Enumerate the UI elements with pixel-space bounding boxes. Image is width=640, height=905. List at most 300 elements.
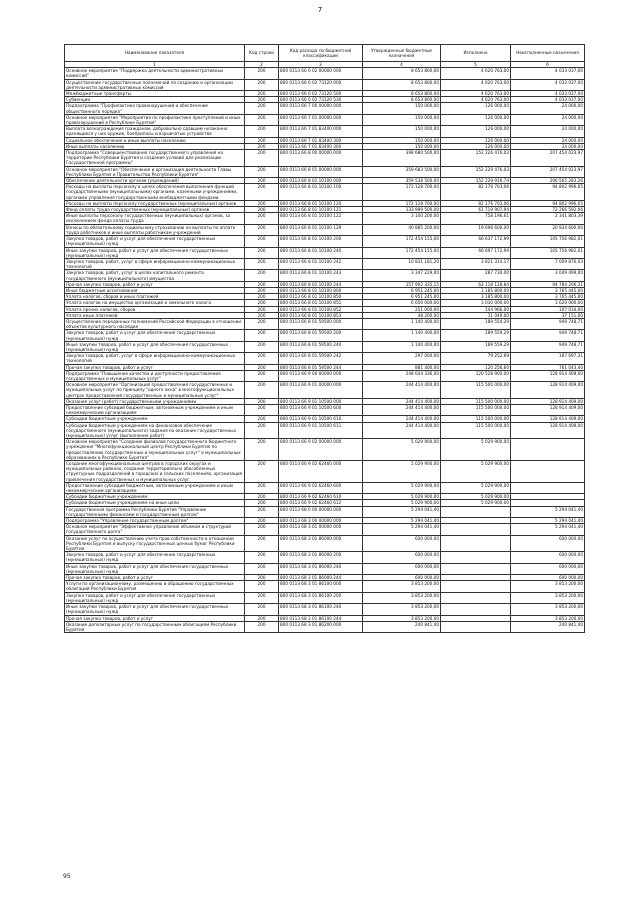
row-budget-code: 800 0113 66 8 01 10100 853 bbox=[279, 312, 363, 318]
row-budget-code: 800 0113 66 9 01 10500 000 bbox=[279, 398, 363, 404]
row-unexecuted: 600 000,00 bbox=[511, 575, 585, 581]
row-name: Уплата иных платежей bbox=[65, 312, 245, 318]
row-approved: 3 853 200,00 bbox=[363, 592, 441, 603]
row-budget-code: 800 0113 66 9 01 10500 611 bbox=[279, 422, 363, 439]
row-executed: 152 226 476,03 bbox=[441, 150, 511, 167]
row-executed: 287 730,00 bbox=[441, 270, 511, 281]
row-unexecuted: 4 033 037,00 bbox=[511, 79, 585, 90]
row-line-code: 200 bbox=[245, 621, 279, 632]
row-unexecuted bbox=[511, 482, 585, 493]
row-executed: 115 500 000,00 bbox=[441, 382, 511, 399]
row-name: Прочая закупка товаров, работ и услуг bbox=[65, 575, 245, 581]
row-line-code: 200 bbox=[245, 524, 279, 535]
row-line-code: 200 bbox=[245, 281, 279, 287]
row-executed: 5 029 900,00 bbox=[441, 461, 511, 483]
row-name: Основное мероприятие "Организация предоставления государственных и муниципальных услуг по принципу "одного окна" в многофункциональных центрах предоставления государственных и муниципальных услуг" bbox=[65, 382, 245, 399]
table-row bbox=[65, 258, 585, 269]
row-budget-code: 800 0113 66 0 02 73120 500 bbox=[279, 91, 363, 97]
page-number: 7 bbox=[317, 6, 323, 14]
row-approved: 10 831 181,20 bbox=[363, 258, 441, 269]
table-row bbox=[65, 236, 585, 247]
row-executed: 66 637 172,99 bbox=[441, 236, 511, 247]
budget-execution-table bbox=[64, 44, 585, 633]
row-approved: 1 140 400,00 bbox=[363, 330, 441, 341]
row-line-code: 200 bbox=[245, 604, 279, 615]
table-row bbox=[65, 563, 585, 574]
row-approved: 1 140 400,00 bbox=[363, 341, 441, 352]
row-unexecuted bbox=[511, 439, 585, 461]
table-row bbox=[65, 103, 585, 114]
table-row bbox=[65, 224, 585, 235]
row-budget-code: 800 0113 66 8 01 59500 242 bbox=[279, 353, 363, 364]
row-executed: 126 000,00 bbox=[441, 114, 511, 125]
row-executed: 11 049,00 bbox=[441, 312, 511, 318]
row-line-code: 200 bbox=[245, 563, 279, 574]
row-name: Основное мероприятие "Мероприятия по профилактике преступлений и иных правонарушений в Республике Бурятия" bbox=[65, 114, 245, 125]
row-unexecuted: 4 033 037,00 bbox=[511, 91, 585, 97]
row-unexecuted: 206 565 283,26 bbox=[511, 178, 585, 184]
row-approved: 3 347 229,00 bbox=[363, 270, 441, 281]
row-line-code: 200 bbox=[245, 404, 279, 415]
row-executed: 82 176 703,06 bbox=[441, 184, 511, 201]
row-line-code: 200 bbox=[245, 150, 279, 167]
table-row bbox=[65, 500, 585, 506]
table-row bbox=[65, 300, 585, 306]
row-line-code: 200 bbox=[245, 207, 279, 213]
row-budget-code: 800 0113 68 3 01 86000 000 bbox=[279, 535, 363, 552]
row-unexecuted: 949 748,71 bbox=[511, 318, 585, 329]
row-line-code: 200 bbox=[245, 126, 279, 137]
row-budget-code: 800 0113 66 8 01 10100 851 bbox=[279, 300, 363, 306]
row-name: Уплата налогов на имущество организаций и земельного налога bbox=[65, 300, 245, 306]
row-budget-code: 800 0113 66 8 01 10100 243 bbox=[279, 270, 363, 281]
row-line-code: 200 bbox=[245, 318, 279, 329]
row-name: Иные закупки товаров, работ и услуг для обеспечения государственных (муниципальных) нужд bbox=[65, 247, 245, 258]
row-executed: 189 554,29 bbox=[441, 318, 511, 329]
row-approved: 3 853 200,00 bbox=[363, 604, 441, 615]
row-line-code: 200 bbox=[245, 270, 279, 281]
row-executed: 115 500 000,00 bbox=[441, 398, 511, 404]
row-line-code: 200 bbox=[245, 294, 279, 300]
row-approved: 6 951 245,00 bbox=[363, 287, 441, 293]
row-unexecuted: 72 266 592,06 bbox=[511, 207, 585, 213]
table-row bbox=[65, 398, 585, 404]
row-unexecuted: 3 765 445,00 bbox=[511, 287, 585, 293]
row-approved: 6 650 000,00 bbox=[363, 300, 441, 306]
table-row bbox=[65, 68, 585, 79]
row-budget-code: 800 0113 66 8 00 00000 000 bbox=[279, 150, 363, 167]
row-unexecuted: 128 914 409,00 bbox=[511, 370, 585, 381]
row-executed: 189 559,29 bbox=[441, 341, 511, 352]
row-name: Подпрограмма "Управление государственным долгом" bbox=[65, 518, 245, 524]
row-budget-code: 800 0113 66 8 01 10100 240 bbox=[279, 247, 363, 258]
table-row bbox=[65, 184, 585, 201]
row-line-code: 200 bbox=[245, 422, 279, 439]
row-unexecuted: 94 802 996,05 bbox=[511, 200, 585, 206]
row-name: Оказание услуг по осуществлению учета прав собственности в отношении Республики Бурятия и выпуску государственных ценных бумаг Республики Бурятия bbox=[65, 535, 245, 552]
row-line-code: 200 bbox=[245, 382, 279, 399]
table-row bbox=[65, 200, 585, 206]
column-number: 4 bbox=[363, 62, 441, 68]
row-approved: 5 029 900,00 bbox=[363, 439, 441, 461]
table-row bbox=[65, 506, 585, 517]
row-line-code: 200 bbox=[245, 592, 279, 603]
row-executed bbox=[441, 604, 511, 615]
row-approved: 251 000,00 bbox=[363, 306, 441, 312]
row-approved: 8 653 800,00 bbox=[363, 91, 441, 97]
row-executed: 4 620 763,00 bbox=[441, 91, 511, 97]
row-name: Прочая закупка товаров, работ и услуг bbox=[65, 281, 245, 287]
row-unexecuted: 94 784 206,31 bbox=[511, 281, 585, 287]
row-name: Закупка товаров, работ, услуг в сфере информационно-коммуникационных технологий bbox=[65, 353, 245, 364]
header-executed: Исполнено bbox=[441, 45, 511, 62]
row-approved: 150 000,00 bbox=[363, 143, 441, 149]
row-name: Государственная программа Республики Бурятия "Управление государственными финансами и государственным долгом" bbox=[65, 506, 245, 517]
row-name: Основное мероприятие "Обеспечение и организация деятельности Главы Республики Бурятия и Правительства Республики Бурятия" bbox=[65, 166, 245, 177]
row-name: Услуги по организационному, размещению и обращению государственных облигаций Республики Бурятия bbox=[65, 581, 245, 592]
row-unexecuted: 5 294 041,40 bbox=[511, 524, 585, 535]
row-unexecuted: 4 033 037,00 bbox=[511, 97, 585, 103]
row-executed: 3 185 800,00 bbox=[441, 287, 511, 293]
row-line-code: 200 bbox=[245, 97, 279, 103]
column-number: 1 bbox=[65, 62, 245, 68]
row-line-code: 200 bbox=[245, 287, 279, 293]
row-budget-code: 800 0113 66 8 01 59500 200 bbox=[279, 330, 363, 341]
row-approved: 157 902 335,15 bbox=[363, 281, 441, 287]
table-row bbox=[65, 207, 585, 213]
header-budget-code: Код расхода по бюджетной классификации bbox=[279, 45, 363, 62]
row-approved: 600 000,00 bbox=[363, 552, 441, 563]
row-approved: 150 000,00 bbox=[363, 137, 441, 143]
column-number: 5 bbox=[441, 62, 511, 68]
row-unexecuted: 128 914 409,00 bbox=[511, 422, 585, 439]
row-executed: 66 697 172,99 bbox=[441, 247, 511, 258]
row-approved: 398 680 500,00 bbox=[363, 150, 441, 167]
row-budget-code: 800 0113 68 3 01 86100 244 bbox=[279, 615, 363, 621]
row-approved: 240 841,40 bbox=[363, 621, 441, 632]
row-approved: 881 400,00 bbox=[363, 364, 441, 370]
row-budget-code: 800 0113 66 8 01 10100 244 bbox=[279, 281, 363, 287]
header-unexecuted: Неисполненные назначения bbox=[511, 45, 585, 62]
row-executed: 144 966,00 bbox=[441, 306, 511, 312]
row-unexecuted: 3 765 445,00 bbox=[511, 294, 585, 300]
row-budget-code: 800 0113 66 8 01 59500 240 bbox=[279, 341, 363, 352]
row-budget-code: 800 0113 66 9 02 62460 612 bbox=[279, 500, 363, 506]
row-line-code: 200 bbox=[245, 506, 279, 517]
row-approved: 297 000,00 bbox=[363, 353, 441, 364]
row-name: Фонд оплаты труда государственных (муниципальных) органов bbox=[65, 207, 245, 213]
table-row bbox=[65, 524, 585, 535]
table-row bbox=[65, 341, 585, 352]
row-budget-code: 800 0113 68 3 01 86000 240 bbox=[279, 563, 363, 574]
row-line-code: 200 bbox=[245, 114, 279, 125]
row-line-code: 200 bbox=[245, 91, 279, 97]
table-header-row bbox=[65, 45, 585, 62]
row-budget-code: 800 0113 66 0 02 73120 530 bbox=[279, 97, 363, 103]
row-line-code: 200 bbox=[245, 213, 279, 224]
row-name: Выплата вознаграждения гражданам, добровольно сдавшим незаконно хранящиеся у них оружие, боеприпасы и взрывчатые устройства bbox=[65, 126, 245, 137]
row-name: Субвенции bbox=[65, 97, 245, 103]
row-unexecuted: 24 000,00 bbox=[511, 114, 585, 125]
row-budget-code: 800 0113 66 7 00 00000 000 bbox=[279, 103, 363, 114]
row-unexecuted: 600 000,00 bbox=[511, 535, 585, 552]
row-budget-code: 800 0113 66 0 02 73120 000 bbox=[279, 79, 363, 90]
row-line-code: 200 bbox=[245, 312, 279, 318]
row-approved: 359 683 500,00 bbox=[363, 166, 441, 177]
row-unexecuted: 207 454 023,97 bbox=[511, 166, 585, 177]
row-approved: 600 000,00 bbox=[363, 563, 441, 574]
row-line-code: 200 bbox=[245, 236, 279, 247]
row-unexecuted: 105 756 982,01 bbox=[511, 236, 585, 247]
row-executed bbox=[441, 621, 511, 632]
row-unexecuted: 128 914 409,00 bbox=[511, 404, 585, 415]
row-approved: 600 000,00 bbox=[363, 535, 441, 552]
row-name: Закупка товаров, работ и услуг для обеспечения государственных (муниципальных) нужд bbox=[65, 330, 245, 341]
row-line-code: 200 bbox=[245, 79, 279, 90]
table-row bbox=[65, 353, 585, 364]
table-row bbox=[65, 213, 585, 224]
row-unexecuted: 2 341 803,39 bbox=[511, 213, 585, 224]
row-budget-code: 800 0113 68 3 01 00000 000 bbox=[279, 524, 363, 535]
table-row bbox=[65, 330, 585, 341]
row-budget-code: 800 0113 66 7 01 83400 000 bbox=[279, 126, 363, 137]
row-name: Прочая закупка товаров, работ и услуг bbox=[65, 615, 245, 621]
row-approved: 5 294 041,40 bbox=[363, 518, 441, 524]
row-line-code: 200 bbox=[245, 143, 279, 149]
table-row bbox=[65, 294, 585, 300]
header-line-code: Код строки bbox=[245, 45, 279, 62]
row-unexecuted: 4 033 037,00 bbox=[511, 68, 585, 79]
row-name: Субсидии бюджетным учреждениям на иные цели bbox=[65, 500, 245, 506]
row-line-code: 200 bbox=[245, 518, 279, 524]
row-unexecuted: 949 748,71 bbox=[511, 330, 585, 341]
row-unexecuted: 5 294 041,40 bbox=[511, 506, 585, 517]
row-budget-code: 800 0113 66 7 01 83400 360 bbox=[279, 143, 363, 149]
row-name: Создание многофункциональных центров в городских округах и муниципальных районах, создание территориально обособленных структурных подразделений в городских и сельских поселениях, организация привлечения государственных и муниципальных услуг bbox=[65, 461, 245, 483]
row-executed: 63 118 128,84 bbox=[441, 281, 511, 287]
row-unexecuted: 3 049 499,00 bbox=[511, 270, 585, 281]
column-number: 3 bbox=[279, 62, 363, 68]
row-line-code: 200 bbox=[245, 137, 279, 143]
row-unexecuted: 5 294 041,40 bbox=[511, 518, 585, 524]
table-body bbox=[65, 68, 585, 633]
row-unexecuted: 94 802 996,05 bbox=[511, 184, 585, 201]
row-approved: 8 653 800,00 bbox=[363, 79, 441, 90]
row-name: Основное мероприятие "Эффективное управление объемом и структурой государственного долга" bbox=[65, 524, 245, 535]
row-approved: 600 000,00 bbox=[363, 575, 441, 581]
table-row bbox=[65, 270, 585, 281]
row-budget-code: 800 0113 66 9 01 10500 610 bbox=[279, 416, 363, 422]
row-budget-code: 800 0113 66 0 02 00000 000 bbox=[279, 68, 363, 79]
table-row bbox=[65, 382, 585, 399]
row-budget-code: 800 0113 68 3 01 86000 200 bbox=[279, 552, 363, 563]
row-line-code: 200 bbox=[245, 439, 279, 461]
row-approved: 5 029 900,00 bbox=[363, 500, 441, 506]
row-name: Закупка товаров, работ, услуг в целях капитального ремонта государственного (муниципального) имущества bbox=[65, 270, 245, 281]
row-executed: 4 620 763,00 bbox=[441, 97, 511, 103]
row-executed: 126 000,00 bbox=[441, 103, 511, 114]
row-budget-code: 800 0113 66 8 01 10100 800 bbox=[279, 287, 363, 293]
row-budget-code: 800 0113 66 9 01 00000 000 bbox=[279, 382, 363, 399]
table-row bbox=[65, 494, 585, 500]
row-name: Межбюджетные трансферты bbox=[65, 91, 245, 97]
row-unexecuted: 24 000,00 bbox=[511, 137, 585, 143]
row-approved: 40 885 200,00 bbox=[363, 224, 441, 235]
row-budget-code: 800 0113 66 8 01 10100 000 bbox=[279, 178, 363, 184]
row-approved: 248 644 336,00 bbox=[363, 370, 441, 381]
row-name: Субсидии бюджетным учреждениям на финансовое обеспечение государственного (муниципального) задания на оказание государственных (муниципальных) услуг (выполнение работ) bbox=[65, 422, 245, 439]
row-unexecuted: 207 454 023,97 bbox=[511, 150, 585, 167]
row-budget-code: 800 0113 66 7 01 83400 300 bbox=[279, 137, 363, 143]
row-unexecuted: 600 000,00 bbox=[511, 563, 585, 574]
row-unexecuted: 3 853 200,00 bbox=[511, 615, 585, 621]
row-name: Осуществление переданных полномочий Российской Федерации в отношении объектов культурного наследия bbox=[65, 318, 245, 329]
row-name: Социальное обеспечение и иные выплаты населению bbox=[65, 137, 245, 143]
table-row bbox=[65, 79, 585, 90]
row-approved: 5 294 041,40 bbox=[363, 524, 441, 535]
row-line-code: 200 bbox=[245, 461, 279, 483]
row-executed: 5 029 900,00 bbox=[441, 500, 511, 506]
row-name: Закупка товаров, работ и услуг для обеспечения государственных (муниципальных) нужд bbox=[65, 552, 245, 563]
row-name: Субсидии бюджетным учреждениям bbox=[65, 416, 245, 422]
table-row bbox=[65, 370, 585, 381]
row-name: Закупка товаров, работ и услуг для обеспечения государственных (муниципальных) нужд bbox=[65, 592, 245, 603]
table-row bbox=[65, 422, 585, 439]
row-line-code: 200 bbox=[245, 500, 279, 506]
row-unexecuted bbox=[511, 461, 585, 483]
row-line-code: 200 bbox=[245, 330, 279, 341]
row-executed: 79 252,69 bbox=[441, 353, 511, 364]
table-row bbox=[65, 439, 585, 461]
table-row bbox=[65, 535, 585, 552]
table-row bbox=[65, 137, 585, 143]
row-approved: 5 029 900,00 bbox=[363, 494, 441, 500]
row-unexecuted: 600 000,00 bbox=[511, 552, 585, 563]
table-row bbox=[65, 416, 585, 422]
row-executed bbox=[441, 563, 511, 574]
row-name: Оказание депозитарных услуг по государственным облигациям Республики Бурятия bbox=[65, 621, 245, 632]
row-executed: 4 620 763,00 bbox=[441, 79, 511, 90]
row-executed: 3 185 800,00 bbox=[441, 294, 511, 300]
row-line-code: 200 bbox=[245, 494, 279, 500]
row-executed: 758 196,61 bbox=[441, 213, 511, 224]
row-approved: 244 414 400,00 bbox=[363, 404, 441, 415]
row-approved: 5 029 900,00 bbox=[363, 461, 441, 483]
row-name: Предоставление субсидий бюджетным, автономным учреждениям и иным некоммерческим организациям bbox=[65, 404, 245, 415]
row-name: Взносы по обязательному социальному страхованию на выплаты по оплате труда работников и иные выплаты работникам учреждений bbox=[65, 224, 245, 235]
row-executed: 19 698 600,00 bbox=[441, 224, 511, 235]
row-executed: 126 000,00 bbox=[441, 143, 511, 149]
row-executed: 5 029 900,00 bbox=[441, 482, 511, 493]
table-row bbox=[65, 621, 585, 632]
row-line-code: 200 bbox=[245, 364, 279, 370]
row-name: Предоставление субсидий бюджетным, автономным учреждениям и иным некоммерческим организациям bbox=[65, 482, 245, 493]
row-name: Оказание услуг (работ) государственными учреждениями bbox=[65, 398, 245, 404]
row-budget-code: 800 0113 66 9 00 00000 000 bbox=[279, 370, 363, 381]
row-approved: 172 128 700,00 bbox=[363, 184, 441, 201]
column-number: 2 bbox=[245, 62, 279, 68]
table-row bbox=[65, 461, 585, 483]
row-name: Подпрограмма "Профилактика правонарушений и обеспечение общественного порядка" bbox=[65, 103, 245, 114]
row-executed bbox=[441, 535, 511, 552]
table-row bbox=[65, 552, 585, 563]
row-executed: 126 000,00 bbox=[441, 126, 511, 137]
table-row bbox=[65, 364, 585, 370]
row-approved: 172 128 700,00 bbox=[363, 200, 441, 206]
row-name: Осуществление государственных полномочий по созданию и организации деятельности административных комиссий bbox=[65, 79, 245, 90]
row-approved: 172 454 155,00 bbox=[363, 236, 441, 247]
row-executed: 120 528 900,00 bbox=[441, 370, 511, 381]
row-executed: 152 229 476,03 bbox=[441, 166, 511, 177]
row-executed bbox=[441, 524, 511, 535]
row-budget-code: 800 0113 68 0 00 00000 000 bbox=[279, 506, 363, 517]
row-name: Иные закупки товаров, работ и услуг для обеспечения государственных (муниципальных) нужд bbox=[65, 341, 245, 352]
row-budget-code: 800 0113 66 9 02 62460 000 bbox=[279, 461, 363, 483]
row-name: Субсидии бюджетным учреждениям bbox=[65, 494, 245, 500]
row-unexecuted: 7 009 876,03 bbox=[511, 258, 585, 269]
row-executed: 5 029 900,00 bbox=[441, 494, 511, 500]
row-approved: 244 414 400,00 bbox=[363, 398, 441, 404]
row-approved: 244 414 400,00 bbox=[363, 382, 441, 399]
table-row bbox=[65, 482, 585, 493]
row-unexecuted: 24 000,00 bbox=[511, 103, 585, 114]
row-executed bbox=[441, 581, 511, 592]
row-line-code: 200 bbox=[245, 581, 279, 592]
row-budget-code: 800 0113 66 8 01 10100 120 bbox=[279, 200, 363, 206]
row-line-code: 200 bbox=[245, 370, 279, 381]
row-budget-code: 800 0113 68 3 01 86000 244 bbox=[279, 575, 363, 581]
row-unexecuted: 187 697,31 bbox=[511, 353, 585, 364]
row-approved: 48 200,00 bbox=[363, 312, 441, 318]
row-executed: 3 030 000,00 bbox=[441, 300, 511, 306]
row-name: Уплата налогов, сборов и иных платежей bbox=[65, 294, 245, 300]
row-budget-code: 800 0113 66 8 01 10100 129 bbox=[279, 224, 363, 235]
table-row bbox=[65, 318, 585, 329]
row-name: Закупка товаров, работ, услуг в сфере информационно-коммуникационных технологий bbox=[65, 258, 245, 269]
row-budget-code: 800 0113 68 3 01 86200 000 bbox=[279, 621, 363, 632]
footer-page-number: 95 bbox=[63, 873, 71, 880]
row-line-code: 200 bbox=[245, 166, 279, 177]
row-budget-code: 800 0113 66 8 01 10100 100 bbox=[279, 184, 363, 201]
row-approved: 172 454 155,00 bbox=[363, 247, 441, 258]
table-row bbox=[65, 247, 585, 258]
row-executed: 4 620 763,00 bbox=[441, 68, 511, 79]
row-approved: 1 140 400,00 bbox=[363, 318, 441, 329]
row-line-code: 200 bbox=[245, 575, 279, 581]
row-budget-code: 800 0113 66 9 02 00000 000 bbox=[279, 439, 363, 461]
row-budget-code: 800 0113 68 3 01 86100 240 bbox=[279, 604, 363, 615]
row-name: Основное мероприятие "Создание филиалов государственного бюджетного учреждения "Многофункциональный центр Республики Бурятия по предоставлению государственных и муниципальных услуг" в муниципальных образованиях в Республике Бурятия" bbox=[65, 439, 245, 461]
row-line-code: 200 bbox=[245, 68, 279, 79]
row-approved: 150 000,00 bbox=[363, 114, 441, 125]
row-executed: 152 229 916,74 bbox=[441, 178, 511, 184]
row-budget-code: 800 0113 66 9 02 62460 600 bbox=[279, 482, 363, 493]
row-name: Иные закупки товаров, работ и услуг для обеспечения государственных (муниципальных) нужд bbox=[65, 563, 245, 574]
row-name: Закупка товаров, работ и услуг для обеспечения государственных (муниципальных) нужд bbox=[65, 236, 245, 247]
row-budget-code: 800 0113 66 8 01 10100 121 bbox=[279, 207, 363, 213]
row-name: Иные бюджетные ассигнования bbox=[65, 287, 245, 293]
row-unexecuted: 105 756 982,01 bbox=[511, 247, 585, 258]
table-row bbox=[65, 150, 585, 167]
row-name: Иные закупки товаров, работ и услуг для обеспечения государственных (муниципальных) нужд bbox=[65, 604, 245, 615]
table-row bbox=[65, 281, 585, 287]
row-executed: 115 500 000,00 bbox=[441, 422, 511, 439]
table-row bbox=[65, 592, 585, 603]
table-row bbox=[65, 114, 585, 125]
row-line-code: 200 bbox=[245, 552, 279, 563]
row-budget-code: 800 0113 66 8 01 59500 244 bbox=[279, 364, 363, 370]
row-unexecuted: 24 000,00 bbox=[511, 143, 585, 149]
